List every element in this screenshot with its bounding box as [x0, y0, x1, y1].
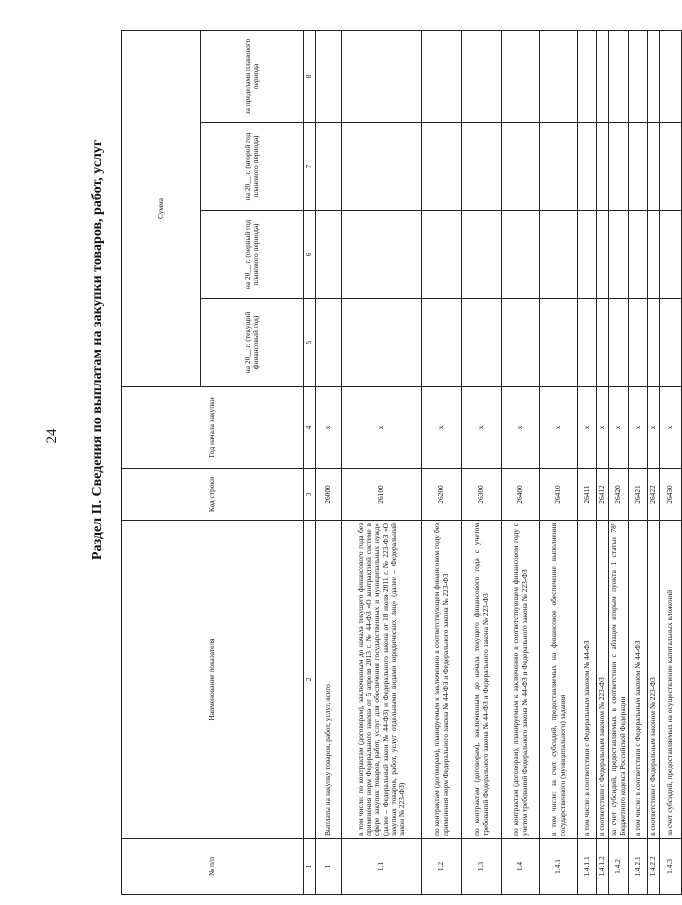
row-year: x [609, 387, 629, 469]
row-name: по контрактам (договорам), заключенным до начала текущего финансового года с учетом требований Федерального закона № 44-ФЗ и Федерального закона № 223-ФЗ [462, 521, 502, 839]
row-year: x [660, 387, 682, 469]
row-sum-current [502, 299, 540, 387]
row-sum-plan2 [609, 123, 629, 211]
column-number: 8 [304, 31, 316, 123]
header-sum-first-plan-year: на 20__ г. (первый год планового периода) [201, 211, 304, 299]
section-title: Раздел II. Сведения по выплатам на закупки товаров, работ, услуг [90, 139, 105, 560]
table-row [629, 31, 648, 895]
row-sum-current [342, 299, 422, 387]
row-sum-current [462, 299, 502, 387]
row-sum-plan1 [502, 211, 540, 299]
column-number: 4 [304, 387, 316, 469]
table-row [597, 31, 609, 895]
row-sum-plan2 [342, 123, 422, 211]
row-code: 26420 [609, 469, 629, 521]
row-year: x [648, 387, 660, 469]
row-sum-beyond [597, 31, 609, 123]
row-sum-plan1 [540, 211, 578, 299]
row-index: 1.4.3 [660, 839, 682, 895]
row-name: по контрактам (договорам), планируемым к заключению в соответствующем финансовом году без применения норм Федерального закона № 44-ФЗ и Федерального закона № 223-ФЗ [422, 521, 462, 839]
row-sum-plan1 [422, 211, 462, 299]
row-sum-plan2 [540, 123, 578, 211]
row-index: 1.4.1.1 [578, 839, 597, 895]
table-row [316, 31, 342, 895]
row-year: x [502, 387, 540, 469]
row-index: 1.4.2.1 [629, 839, 648, 895]
row-name: Выплаты на закупку товаров, работ, услуг, всего [316, 521, 342, 839]
header-code: Код строки [122, 469, 304, 521]
row-sum-beyond [422, 31, 462, 123]
column-number: 2 [304, 521, 316, 839]
table-row [609, 31, 629, 895]
row-code: 26411 [578, 469, 597, 521]
row-sum-current [316, 299, 342, 387]
row-sum-plan1 [648, 211, 660, 299]
row-sum-plan1 [316, 211, 342, 299]
row-year: x [597, 387, 609, 469]
row-sum-current [422, 299, 462, 387]
row-sum-plan1 [342, 211, 422, 299]
header-sum: Сумма [122, 31, 201, 387]
row-sum-plan2 [462, 123, 502, 211]
row-sum-plan1 [597, 211, 609, 299]
row-sum-beyond [578, 31, 597, 123]
row-year: x [540, 387, 578, 469]
row-code: 26412 [597, 469, 609, 521]
row-sum-plan2 [660, 123, 682, 211]
row-name: в соответствии с Федеральным законом № 223-ФЗ [648, 521, 660, 839]
header-sum-beyond-plan: за пределами планового периода [201, 31, 304, 123]
row-code: 26410 [540, 469, 578, 521]
row-sum-beyond [609, 31, 629, 123]
row-year: x [342, 387, 422, 469]
table-row [462, 31, 502, 895]
rotated-table-container [121, 31, 675, 895]
row-index: 1 [316, 839, 342, 895]
row-sum-current [648, 299, 660, 387]
row-sum-beyond [502, 31, 540, 123]
row-index: 1.4.2.2 [648, 839, 660, 895]
table-row [342, 31, 422, 895]
row-code: 26200 [422, 469, 462, 521]
row-sum-current [660, 299, 682, 387]
row-sum-beyond [342, 31, 422, 123]
row-name: в том числе: по контрактам (договорам), заключенным до начала текущего финансового года без применения норм Федерального закона от 5 апреля 2013 г. № 44-ФЗ «О контрактной системе в сфере закупок товаров, работ, услуг для обеспечения государственных и муниципальных нужд» (далее – Федеральный закон № 44-ФЗ) и Федерального закона от 18 июля 2011 г. № 223-ФЗ «О закупках товаров, работ, услуг отдельными видами юридических лиц» (далее – Федеральный закон № 223-ФЗ) [342, 521, 422, 839]
row-year: x [422, 387, 462, 469]
row-index: 1.4.1 [540, 839, 578, 895]
table-row [660, 31, 682, 895]
row-sum-beyond [540, 31, 578, 123]
table-row [422, 31, 462, 895]
row-sum-current [578, 299, 597, 387]
column-number: 6 [304, 211, 316, 299]
row-sum-beyond [660, 31, 682, 123]
row-name: за счет субсидий, предоставляемых в соответствии с абзацем вторым пункта 1 статьи 78¹ Бюджетного кодекса Российской Федерации [609, 521, 629, 839]
row-sum-current [597, 299, 609, 387]
column-number: 5 [304, 299, 316, 387]
row-name: в том числе: в соответствии с Федеральным законом № 44-ФЗ [578, 521, 597, 839]
row-year: x [462, 387, 502, 469]
row-sum-beyond [629, 31, 648, 123]
table-row [648, 31, 660, 895]
row-name: в соответствии с Федеральным законом № 223-ФЗ [597, 521, 609, 839]
row-sum-beyond [462, 31, 502, 123]
row-code: 26000 [316, 469, 342, 521]
column-number: 7 [304, 123, 316, 211]
header-year: Год начала закупки [122, 387, 304, 469]
row-sum-plan1 [660, 211, 682, 299]
row-index: 1.4.1.2 [597, 839, 609, 895]
row-index: 1.4.2 [609, 839, 629, 895]
row-sum-plan1 [462, 211, 502, 299]
row-sum-plan2 [597, 123, 609, 211]
table-row [578, 31, 597, 895]
column-number: 3 [304, 469, 316, 521]
row-sum-plan1 [629, 211, 648, 299]
row-index: 1.4 [502, 839, 540, 895]
row-index: 1.3 [462, 839, 502, 895]
row-year: x [316, 387, 342, 469]
row-sum-plan2 [648, 123, 660, 211]
row-index: 1.1 [342, 839, 422, 895]
header-sum-second-plan-year: на 20__ г. (второй год планового периода) [201, 123, 304, 211]
row-code: 26422 [648, 469, 660, 521]
row-code: 26400 [502, 469, 540, 521]
row-name: по контрактам (договорам), планируемым к заключению в соответствующем финансовом году с учетом требований Федерального закона № 44-ФЗ и Федерального закона № 223-ФЗ [502, 521, 540, 839]
row-sum-plan2 [629, 123, 648, 211]
row-code: 26421 [629, 469, 648, 521]
row-sum-beyond [316, 31, 342, 123]
table-row [540, 31, 578, 895]
page-number: 24 [44, 428, 60, 444]
row-sum-plan2 [502, 123, 540, 211]
row-sum-current [629, 299, 648, 387]
row-sum-plan1 [609, 211, 629, 299]
header-index: № п/п [122, 839, 304, 895]
procurement-payments-table [121, 30, 682, 895]
row-code: 26100 [342, 469, 422, 521]
row-sum-current [540, 299, 578, 387]
row-year: x [629, 387, 648, 469]
row-sum-plan2 [316, 123, 342, 211]
row-code: 26300 [462, 469, 502, 521]
row-name: за счет субсидий, предоставляемых на осуществление капитальных вложений [660, 521, 682, 839]
row-sum-plan1 [578, 211, 597, 299]
table-row [502, 31, 540, 895]
column-number: 1 [304, 839, 316, 895]
row-name: в том числе: за счет субсидий, предоставляемых на финансовое обеспечение выполнения государственного (муниципального) задания [540, 521, 578, 839]
row-sum-beyond [648, 31, 660, 123]
row-sum-plan2 [422, 123, 462, 211]
header-sum-current-year: на 20__ г. (текущий финансовый год) [201, 299, 304, 387]
row-sum-plan2 [578, 123, 597, 211]
row-sum-current [609, 299, 629, 387]
row-name: в том числе: в соответствии с Федеральным законом № 44-ФЗ [629, 521, 648, 839]
row-code: 26430 [660, 469, 682, 521]
row-index: 1.2 [422, 839, 462, 895]
row-year: x [578, 387, 597, 469]
header-name: Наименование показателя [122, 521, 304, 839]
